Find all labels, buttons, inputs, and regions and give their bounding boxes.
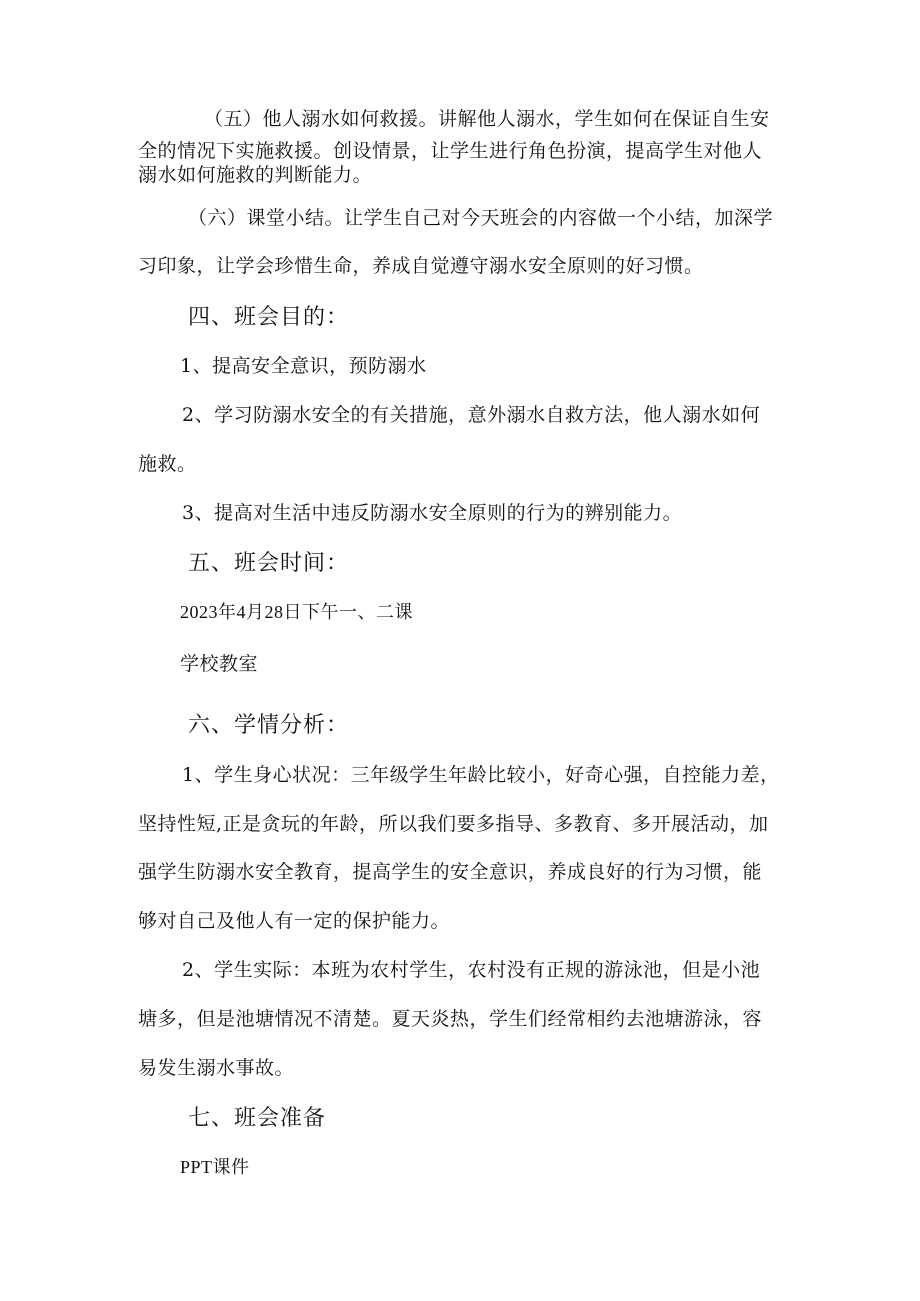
time-place: 学校教室: [180, 653, 259, 675]
analysis-p1-line-3: 强学生防溺水安全教育，提高学生的安全意识，养成良好的行为习惯，能: [138, 861, 763, 883]
time-date: 2023年4月28日下午一、二课: [180, 602, 413, 622]
step6-line-1: （六）课堂小结。让学生自己对今天班会的内容做一个小结，加深学: [188, 207, 774, 229]
analysis-heading: 六、学情分析：: [188, 713, 350, 738]
analysis-p1-line-1: 1、学生身心状况：三年级学生年龄比较小，好奇心强，自控能力差，: [182, 764, 780, 786]
analysis-p1-line-2: 坚持性短,正是贪玩的年龄，所以我们要多指导、多教育、多开展活动，加: [138, 813, 769, 835]
analysis-p1-line-4: 够对自己及他人有一定的保护能力。: [138, 910, 451, 932]
step5-line-3: 溺水如何施救的判断能力。: [138, 164, 373, 186]
step6-line-2: 习印象，让学会珍惜生命，养成自觉遵守溺水安全原则的好习惯。: [138, 255, 704, 277]
goals-item-2-line-1: 2、学习防溺水安全的有关措施，意外溺水自救方法，他人溺水如何: [182, 404, 761, 426]
prep-item: PPT课件: [180, 1157, 250, 1177]
goals-item-2-line-2: 施救。: [138, 453, 197, 475]
time-heading: 五、班会时间：: [188, 551, 350, 576]
analysis-p2-line-2: 塘多，但是池塘情况不清楚。夏天炎热，学生们经常相约去池塘游泳，容: [138, 1008, 763, 1030]
analysis-p2-line-1: 2、学生实际：本班为农村学生，农村没有正规的游泳池，但是小池: [182, 959, 761, 981]
analysis-p2-line-3: 易发生溺水事故。: [138, 1057, 295, 1079]
goals-item-3: 3、提高对生活中违反防溺水安全原则的行为的辨别能力。: [182, 502, 683, 524]
goals-item-1: 1、提高安全意识，预防溺水: [180, 355, 427, 377]
goals-heading: 四、班会目的：: [188, 305, 350, 330]
step5-line-2: 全的情况下实施救援。创设情景，让学生进行角色扮演，提高学生对他人: [138, 140, 763, 162]
step5-line-1: （五）他人溺水如何救援。讲解他人溺水，学生如何在保证自生安: [204, 108, 770, 130]
prep-heading: 七、班会准备: [188, 1106, 327, 1131]
